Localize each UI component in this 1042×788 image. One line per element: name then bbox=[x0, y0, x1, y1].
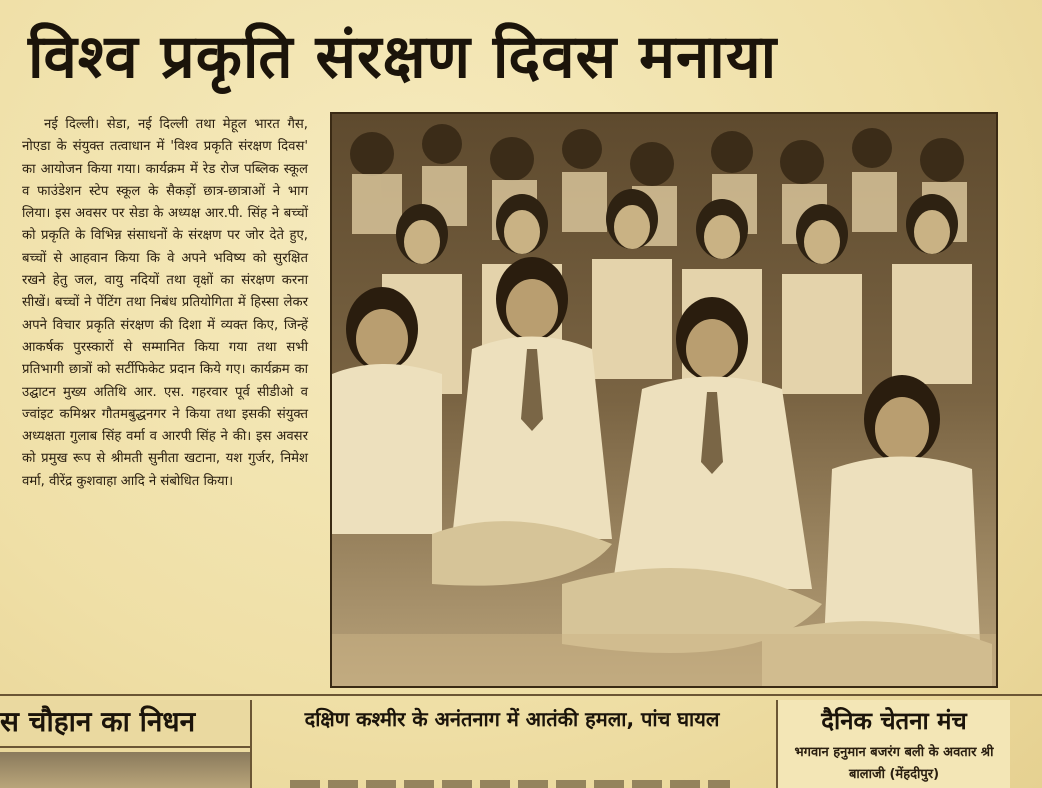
page-headline: विश्व प्रकृति संरक्षण दिवस मनाया bbox=[28, 22, 778, 92]
left-photo bbox=[0, 752, 250, 788]
left-divider bbox=[0, 746, 250, 748]
right-box-title: दैनिक चेतना मंच bbox=[821, 707, 967, 735]
cut-off-text-line bbox=[290, 780, 730, 788]
article-body: नई दिल्ली। सेडा, नई दिल्ली तथा मेहूल भारत गैस, नोएडा के संयुक्त तत्वाधान में 'विश्व प्रकृति संरक्षण दिवस' का आयोजन किया गया। कार्यक्रम में रेड रोज पब्लिक स्कूल व फाउंडेशन स्टेप स्कूल के सैकड़ों छात्र-छात्राओं ने भाग लिया। इस अवसर पर सेडा के अध्यक्ष आर.पी. सिंह ने बच्चों को प्रकृति के विभिन्न संसाधनों के संरक्षण पर जोर देते हुए, बच्चों से आहवान किया कि वे अपने भविष्य को सुरक्षित रखने हेतु जल, वायु नदियों तथा वृक्षों का संरक्षण करना सीखें। बच्चों ने पेंटिंग तथा निबंध प्रतियोगिता में हिस्सा लेकर अपने विचार प्रकृति संरक्षण की दिशा में व्यक्त किए, जिन्हें आकर्षक पुरस्कारों से सम्मानित किया गया तथा सभी प्रतिभागी छात्रों को सर्टीफिकेट प्रदान किये गए। कार्यक्रम का उद्घाटन मुख्य अतिथि आर. एस. गहरवार पूर्व सीडीओ व ज्वांइट कमिश्नर गौतमबुद्धनगर ने किया तथा इसकी संयुक्त अध्यक्षता गुलाब सिंह वर्मा व आरपी सिंह ने की। इस अवसर को प्रमुख रूप से श्रीमती सुनीता खटाना, यश गुर्जर, निमेश वर्मा, वीरेंद्र कुशवाहा आदि ने संबोधित किया। bbox=[22, 117, 308, 489]
left-headline: स चौहान का निधन bbox=[0, 700, 250, 744]
students-photo-illustration bbox=[332, 114, 996, 686]
section-divider bbox=[0, 694, 1042, 696]
center-headline: दक्षिण कश्मीर के अनंतनाग में आतंकी हमला, पांच घायल bbox=[304, 707, 720, 731]
news-photo bbox=[330, 112, 998, 688]
right-box-subtitle: भगवान हनुमान बजरंग बली के अवतार श्री बालाजी (मेंहदीपुर) bbox=[794, 745, 994, 782]
left-article-snippet bbox=[0, 700, 252, 788]
right-advert-box bbox=[776, 700, 1010, 788]
